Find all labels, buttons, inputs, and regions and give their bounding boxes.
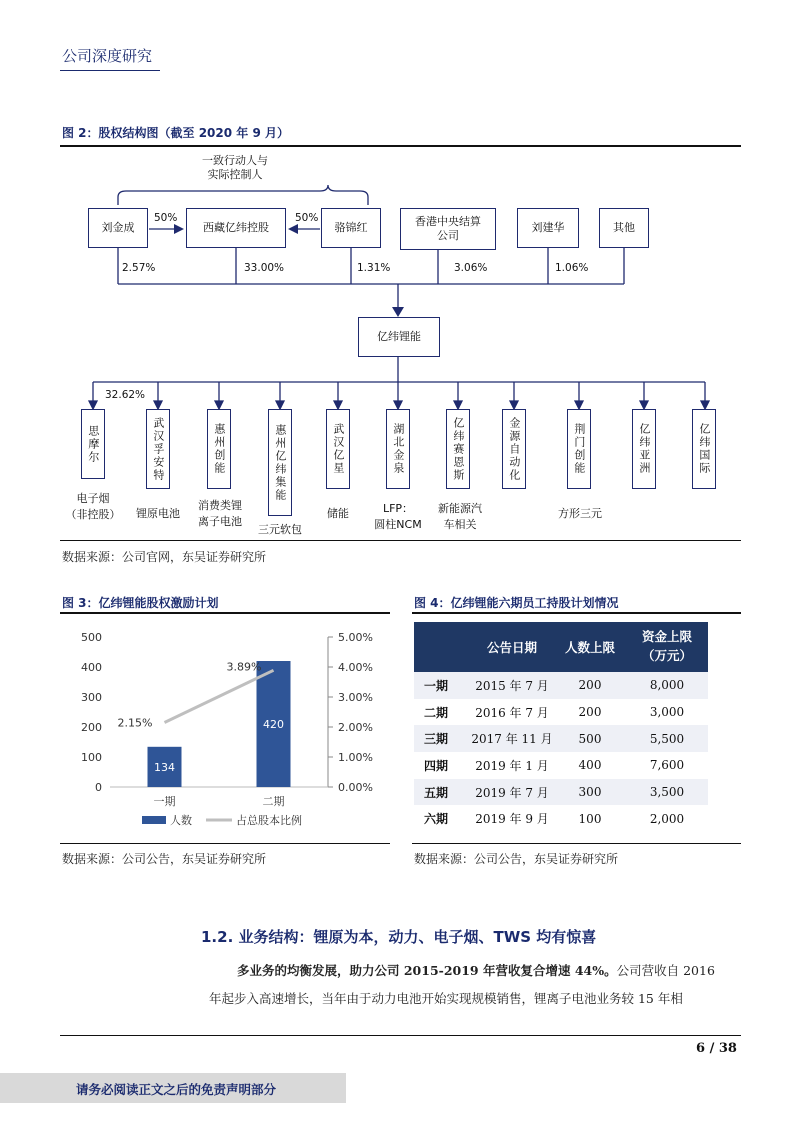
fig4-bottom-rule	[412, 843, 741, 844]
label-fuante: 锂原电池	[136, 507, 180, 520]
hkscc-line2: 公司	[437, 229, 459, 242]
cell-date: 2017 年 11 月	[470, 725, 554, 752]
fig4-top-rule	[412, 612, 741, 614]
sub-wuhan-yixing: 武汉亿星	[326, 409, 350, 489]
label-jinquan-2: 圆柱NCM	[374, 518, 422, 531]
page-bottom-rule	[60, 1035, 741, 1036]
paragraph-line1	[237, 961, 715, 979]
sub-eve-saiensi: 亿纬赛恩斯	[446, 409, 470, 489]
cell-date: 2019 年 9 月	[475, 812, 549, 827]
company-eve-energy: 亿纬锂能	[358, 317, 440, 357]
paragraph-line1-rest: 公司营收自 2016	[616, 963, 715, 978]
y-right-tick-label: 3.00%	[338, 691, 373, 704]
y-left-tick-label: 0	[95, 781, 102, 794]
stake-smoore: 32.62%	[105, 389, 146, 401]
y-right-tick-label: 1.00%	[338, 751, 373, 764]
cell-date: 2016 年 7 月	[475, 705, 549, 720]
cell-headcount: 200	[578, 705, 602, 720]
cell-period: 三期	[414, 725, 470, 752]
cell-headcount: 300	[554, 779, 626, 806]
cell-date: 2019 年 1 月	[475, 758, 549, 773]
cell-period: 二期	[424, 705, 449, 720]
y-left-tick-label: 100	[81, 751, 102, 764]
label-yixing: 储能	[327, 507, 349, 520]
owner-liu-jianhua: 刘建华	[517, 208, 579, 248]
brace-label-line2: 实际控制人	[207, 168, 263, 181]
bar-value-label: 420	[263, 718, 284, 731]
stake-liujianhua: 1.06%	[555, 262, 589, 274]
label-jineng: 三元软包	[258, 523, 302, 536]
owner-luo-jinhong: 骆锦红	[321, 208, 381, 248]
sub-huizhou-chuangneng: 惠州创能	[207, 409, 231, 489]
sub-eve-international: 亿纬国际	[692, 409, 716, 489]
bar-value-label: 134	[154, 760, 175, 774]
label-jingmen: 方形三元	[558, 507, 602, 520]
cell-headcount: 100	[578, 811, 602, 826]
col-fund-cap	[626, 622, 708, 672]
esop-row	[414, 725, 708, 752]
y-left-tick-label: 400	[81, 661, 102, 674]
esop-row	[414, 672, 708, 699]
sub-jinyuan-automation: 金源自动化	[502, 409, 526, 489]
label-smoore-1: 电子烟	[76, 492, 110, 505]
y-left-tick-label: 500	[81, 631, 102, 644]
stake-hkscc: 3.06%	[454, 262, 488, 274]
disclaimer-footer: 请务必阅读正文之后的免责声明部分	[76, 1082, 277, 1097]
cell-fund-cap: 3,500	[626, 779, 708, 806]
owner-xizang-holding: 西藏亿纬控股	[186, 208, 286, 248]
label-chuangneng-2: 离子电池	[198, 515, 242, 528]
owner-liu-jincheng: 刘金成	[88, 208, 148, 248]
esop-row	[414, 779, 708, 806]
cell-fund-cap: 2,000	[649, 811, 685, 826]
cell-date: 2019 年 7 月	[470, 779, 554, 806]
cell-period: 一期	[414, 672, 470, 699]
incentive-chart	[60, 618, 390, 840]
sub-wuhan-fuante: 武汉孚安特	[146, 409, 170, 489]
cell-fund-cap: 3,000	[649, 705, 685, 720]
esop-row	[414, 752, 708, 779]
sub-huizhou-jineng: 惠州亿纬集能	[268, 409, 292, 516]
cell-period: 五期	[414, 779, 470, 806]
sub-jingmen-chuangneng: 荆门创能	[567, 409, 591, 489]
col-fund-cap-line2: （万元）	[641, 648, 692, 663]
paragraph-line2: 年起步入高速增长，当年由于动力电池开始实现规模销售，锂离子电池业务较 15 年相	[209, 991, 683, 1006]
legend-bar-swatch	[142, 816, 166, 824]
fig4-title: 图 4：亿纬锂能六期员工持股计划情况	[414, 596, 619, 610]
y-left-tick-label: 200	[81, 721, 102, 734]
col-fund-cap-line1: 资金上限	[641, 629, 692, 645]
pct-luojinhong-to-xizang: 50%	[295, 212, 319, 224]
section-heading: 1.2. 业务结构：锂原为本，动力、电子烟、TWS 均有惊喜	[201, 928, 597, 946]
fig3-top-rule	[60, 612, 390, 614]
stake-liujincheng: 2.57%	[122, 262, 156, 274]
label-chuangneng-1: 消费类锂	[198, 499, 242, 512]
cell-date: 2015 年 7 月	[470, 672, 554, 699]
stake-luojinhong: 1.31%	[357, 262, 391, 274]
fig2-source: 数据来源：公司官网，东吴证券研究所	[62, 550, 267, 564]
stake-xizang: 33.00%	[244, 262, 285, 274]
cell-fund-cap: 7,600	[649, 758, 685, 773]
paragraph-lead: 多业务的均衡发展，助力公司 2015-2019 年营收复合增速 44%。	[237, 963, 617, 978]
sub-smoore: 思摩尔	[81, 409, 105, 479]
esop-header-row	[414, 622, 708, 672]
line-value-label: 3.89%	[226, 660, 262, 674]
hkscc-line1: 香港中央结算	[415, 215, 481, 229]
owner-others: 其他	[599, 208, 649, 248]
esop-table	[414, 622, 708, 832]
fig3-source: 数据来源：公司公告，东吴证券研究所	[62, 852, 267, 866]
col-date: 公告日期	[470, 622, 554, 672]
arrow-to-company	[392, 307, 404, 317]
fig4-source: 数据来源：公司公告，东吴证券研究所	[414, 852, 619, 866]
sub-eve-asia: 亿纬亚洲	[632, 409, 656, 489]
report-type-header: 公司深度研究	[62, 47, 153, 65]
cell-period: 六期	[424, 812, 449, 827]
cell-fund-cap: 8,000	[626, 672, 708, 699]
label-saiensi-1: 新能源汽	[438, 502, 482, 515]
label-jinquan-1: LFP：	[382, 502, 414, 515]
cell-period: 四期	[424, 758, 449, 773]
sub-hubei-jinquan: 湖北金泉	[386, 409, 410, 489]
label-smoore-2: （非控股）	[65, 508, 121, 521]
y-right-tick-label: 4.00%	[338, 661, 373, 674]
acting-in-concert-brace	[118, 185, 368, 205]
legend-line-label: 占总股本比例	[236, 814, 302, 827]
esop-row	[414, 805, 708, 832]
cell-headcount: 200	[554, 672, 626, 699]
col-period	[414, 622, 470, 672]
y-right-tick-label: 2.00%	[338, 721, 373, 734]
line-value-label: 2.15%	[117, 716, 153, 730]
owner-hkscc	[400, 208, 496, 250]
cell-headcount: 500	[554, 725, 626, 752]
fig3-bottom-rule	[60, 843, 390, 844]
fig2-bottom-rule	[60, 540, 741, 541]
col-headcount: 人数上限	[554, 622, 626, 672]
x-tick-label: 一期	[153, 795, 176, 808]
page-number: 6 / 38	[696, 1041, 737, 1056]
cell-headcount: 400	[578, 758, 602, 773]
pct-liujincheng-to-xizang: 50%	[154, 212, 178, 224]
legend-bar-label: 人数	[170, 814, 192, 827]
cell-fund-cap: 5,500	[626, 725, 708, 752]
fig2-title: 图 2：股权结构图（截至 2020 年 9 月）	[62, 126, 289, 140]
esop-row	[414, 699, 708, 726]
x-tick-label: 二期	[262, 795, 285, 808]
header-underline	[60, 70, 160, 71]
fig3-title: 图 3：亿纬锂能股权激励计划	[62, 596, 219, 610]
y-right-tick-label: 5.00%	[338, 631, 373, 644]
brace-label-line1: 一致行动人与	[202, 154, 268, 167]
label-saiensi-2: 车相关	[443, 518, 477, 531]
y-right-tick-label: 0.00%	[338, 781, 373, 794]
y-left-tick-label: 300	[81, 691, 102, 704]
